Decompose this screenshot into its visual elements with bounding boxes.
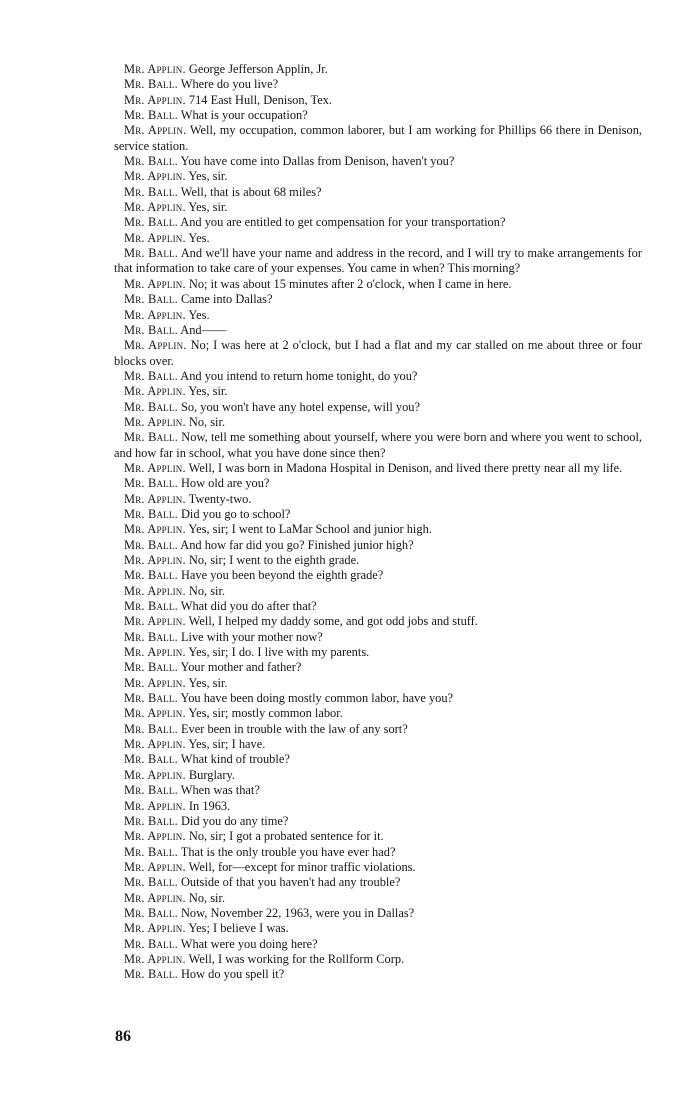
speech-text: Live with your mother now? [177, 629, 323, 644]
speaker-name: Mr. Applin. [124, 522, 186, 537]
transcript-line [114, 338, 642, 369]
transcript-line [114, 891, 642, 906]
speaker-name: Mr. Ball. [124, 691, 178, 706]
transcript-line [114, 967, 642, 982]
speaker-name: Mr. Applin. [124, 614, 186, 629]
transcript-line [114, 937, 642, 952]
speech-text: And you are entitled to get compensation for your transportation? [177, 215, 506, 230]
transcript-line [114, 308, 642, 323]
speech-text: Yes, sir; I went to LaMar School and junior high. [185, 522, 432, 537]
speaker-name: Mr. Applin. [124, 583, 186, 598]
speech-text: Came into Dallas? [177, 292, 273, 307]
transcript-line [114, 430, 642, 461]
speaker-name: Mr. Ball. [124, 813, 178, 828]
speaker-name: Mr. Ball. [124, 537, 178, 552]
speaker-name: Mr. Applin. [124, 675, 186, 690]
speaker-name: Mr. Applin. [124, 200, 186, 215]
transcript-line [114, 292, 642, 307]
speaker-name: Mr. Ball. [124, 399, 178, 414]
transcript-line [114, 246, 642, 277]
transcript-line [114, 691, 642, 706]
transcript-line [114, 400, 642, 415]
speech-text: No, sir. [185, 414, 226, 429]
transcript-line [114, 814, 642, 829]
transcript-line [114, 369, 642, 384]
speech-text: Yes. [185, 230, 210, 245]
transcript-line [114, 323, 642, 338]
speech-text: And—— [177, 322, 227, 337]
speech-text: Well, I was born in Madona Hospital in Denison, and lived there pretty near all my life. [185, 460, 623, 475]
transcript-line [114, 123, 642, 154]
transcript-line [114, 62, 642, 77]
speech-text: And we'll have your name and address in the record, and I will try to make arrangements for that information to take care of your expenses. You came in when? This morning? [114, 246, 642, 276]
speech-text: No, sir; I got a probated sentence for it. [185, 829, 384, 844]
speaker-name: Mr. Ball. [124, 660, 178, 675]
transcript-line [114, 722, 642, 737]
speaker-name: Mr. Ball. [124, 184, 178, 199]
transcript-line [114, 169, 642, 184]
speech-text: What were you doing here? [177, 936, 318, 951]
transcript-line [114, 77, 642, 92]
speech-text: Yes, sir; I have. [185, 737, 266, 752]
speaker-name: Mr. Ball. [124, 77, 178, 92]
speech-text: Have you been beyond the eighth grade? [177, 568, 384, 583]
transcript-line [114, 599, 642, 614]
speech-text: Now, tell me something about yourself, where you were born and where you went to school, and how far in school, what you have done since then? [114, 430, 642, 460]
speaker-name: Mr. Applin. [124, 62, 186, 76]
speech-text: No; I was here at 2 o'clock, but I had a flat and my car stalled on me about three or four blocks over. [114, 338, 642, 368]
transcript-line [114, 492, 642, 507]
speaker-name: Mr. Applin. [124, 553, 186, 567]
transcript-line [114, 154, 642, 169]
transcript-line [114, 476, 642, 491]
speech-text: No; it was about 15 minutes after 2 o'clock, when I came in here. [185, 276, 512, 291]
speaker-name: Mr. Ball. [124, 629, 178, 644]
transcript-line [114, 538, 642, 553]
speaker-name: Mr. Ball. [124, 752, 178, 767]
speech-text: When was that? [177, 783, 260, 798]
transcript-line [114, 799, 642, 814]
speech-text: Yes; I believe I was. [185, 921, 289, 936]
transcript-line [114, 215, 642, 230]
speaker-name: Mr. Applin. [124, 798, 186, 813]
transcript-body [114, 62, 642, 983]
speaker-name: Mr. Ball. [124, 154, 178, 169]
speaker-name: Mr. Applin. [124, 123, 187, 138]
speech-text: Burglary. [185, 767, 236, 782]
speech-text: Did you go to school? [177, 506, 291, 521]
speaker-name: Mr. Applin. [124, 307, 186, 322]
speech-text: George Jefferson Applin, Jr. [185, 62, 328, 76]
transcript-line [114, 614, 642, 629]
speech-text: No, sir; I went to the eighth grade. [185, 553, 360, 567]
transcript-line [114, 584, 642, 599]
speaker-name: Mr. Ball. [124, 246, 179, 261]
speech-text: No, sir. [185, 583, 226, 598]
transcript-line [114, 553, 642, 568]
speaker-name: Mr. Applin. [124, 737, 186, 752]
speaker-name: Mr. Applin. [124, 230, 186, 245]
transcript-line [114, 384, 642, 399]
speaker-name: Mr. Applin. [124, 706, 186, 721]
speaker-name: Mr. Applin. [124, 829, 186, 844]
transcript-line [114, 676, 642, 691]
transcript-line [114, 921, 642, 936]
speaker-name: Mr. Ball. [124, 844, 178, 859]
transcript-line [114, 737, 642, 752]
speaker-name: Mr. Ball. [124, 599, 178, 614]
transcript-line [114, 461, 642, 476]
transcript-line [114, 952, 642, 967]
speaker-name: Mr. Applin. [124, 338, 187, 353]
speech-text: In 1963. [185, 798, 231, 813]
speech-text: Well, I helped my daddy some, and got odd jobs and stuff. [185, 614, 478, 629]
speaker-name: Mr. Ball. [124, 783, 178, 798]
transcript-line [114, 415, 642, 430]
transcript-line [114, 200, 642, 215]
transcript-line [114, 706, 642, 721]
speaker-name: Mr. Applin. [124, 491, 186, 506]
page-number: 86 [115, 1028, 131, 1045]
transcript-line [114, 660, 642, 675]
speech-text: Now, November 22, 1963, were you in Dallas? [177, 905, 415, 920]
speech-text: Well, I was working for the Rollform Corp. [185, 951, 405, 966]
speaker-name: Mr. Ball. [124, 322, 178, 337]
speech-text: What did you do after that? [177, 599, 317, 614]
speaker-name: Mr. Applin. [124, 384, 186, 399]
speech-text: And you intend to return home tonight, do you? [177, 368, 418, 383]
transcript-line [114, 768, 642, 783]
speaker-name: Mr. Ball. [124, 292, 178, 307]
speech-text: Well, for—except for minor traffic violations. [185, 859, 416, 874]
speaker-name: Mr. Applin. [124, 951, 186, 966]
transcript-line [114, 860, 642, 875]
speech-text: So, you won't have any hotel expense, will you? [177, 399, 420, 414]
speaker-name: Mr. Applin. [124, 92, 186, 107]
speaker-name: Mr. Applin. [124, 460, 186, 475]
speaker-name: Mr. Applin. [124, 767, 186, 782]
speech-text: 714 East Hull, Denison, Tex. [185, 92, 332, 107]
speech-text: Yes, sir. [185, 200, 228, 215]
transcript-line [114, 231, 642, 246]
speaker-name: Mr. Applin. [124, 169, 186, 184]
speech-text: Outside of that you haven't had any trouble? [177, 875, 401, 890]
transcript-line [114, 522, 642, 537]
speaker-name: Mr. Ball. [124, 936, 178, 951]
speaker-name: Mr. Ball. [124, 108, 178, 123]
speech-text: No, sir. [185, 890, 226, 905]
speaker-name: Mr. Ball. [124, 476, 178, 491]
speaker-name: Mr. Ball. [124, 506, 178, 521]
speech-text: Your mother and father? [177, 660, 302, 675]
speech-text: How do you spell it? [177, 967, 285, 982]
speech-text: You have come into Dallas from Denison, haven't you? [177, 154, 455, 169]
speech-text: Ever been in trouble with the law of any sort? [177, 721, 408, 736]
transcript-line [114, 645, 642, 660]
speaker-name: Mr. Applin. [124, 276, 186, 291]
transcript-line [114, 568, 642, 583]
speaker-name: Mr. Ball. [124, 215, 178, 230]
speaker-name: Mr. Applin. [124, 859, 186, 874]
transcript-line [114, 906, 642, 921]
speech-text: What is your occupation? [177, 108, 308, 123]
speaker-name: Mr. Applin. [124, 890, 186, 905]
transcript-line [114, 752, 642, 767]
speaker-name: Mr. Applin. [124, 921, 186, 936]
transcript-line [114, 875, 642, 890]
speaker-name: Mr. Ball. [124, 368, 178, 383]
transcript-line [114, 630, 642, 645]
speech-text: That is the only trouble you have ever had? [177, 844, 396, 859]
transcript-line [114, 829, 642, 844]
speech-text: What kind of trouble? [177, 752, 290, 767]
speech-text: Yes, sir. [185, 384, 228, 399]
speech-text: Yes, sir; mostly common labor. [185, 706, 343, 721]
speech-text: Yes. [185, 307, 210, 322]
speaker-name: Mr. Ball. [124, 905, 178, 920]
speech-text: Yes, sir; I do. I live with my parents. [185, 645, 370, 660]
speaker-name: Mr. Applin. [124, 645, 186, 660]
speaker-name: Mr. Ball. [124, 967, 178, 982]
transcript-line [114, 108, 642, 123]
speech-text: Well, my occupation, common laborer, but I am working for Phillips 66 there in Denison, service station. [114, 123, 642, 153]
transcript-line [114, 185, 642, 200]
speaker-name: Mr. Applin. [124, 414, 186, 429]
transcript-line [114, 845, 642, 860]
speech-text: How old are you? [177, 476, 270, 491]
speech-text: You have been doing mostly common labor, have you? [177, 691, 454, 706]
speaker-name: Mr. Ball. [124, 430, 179, 445]
speech-text: And how far did you go? Finished junior high? [177, 537, 414, 552]
speaker-name: Mr. Ball. [124, 721, 178, 736]
speech-text: Twenty-two. [185, 491, 252, 506]
transcript-line [114, 277, 642, 292]
speaker-name: Mr. Ball. [124, 875, 178, 890]
speech-text: Where do you live? [177, 77, 279, 92]
speech-text: Did you do any time? [177, 813, 289, 828]
speech-text: Yes, sir. [185, 675, 228, 690]
speaker-name: Mr. Ball. [124, 568, 178, 583]
transcript-line [114, 507, 642, 522]
transcript-line [114, 783, 642, 798]
speech-text: Yes, sir. [185, 169, 228, 184]
transcript-line [114, 93, 642, 108]
speech-text: Well, that is about 68 miles? [177, 184, 322, 199]
